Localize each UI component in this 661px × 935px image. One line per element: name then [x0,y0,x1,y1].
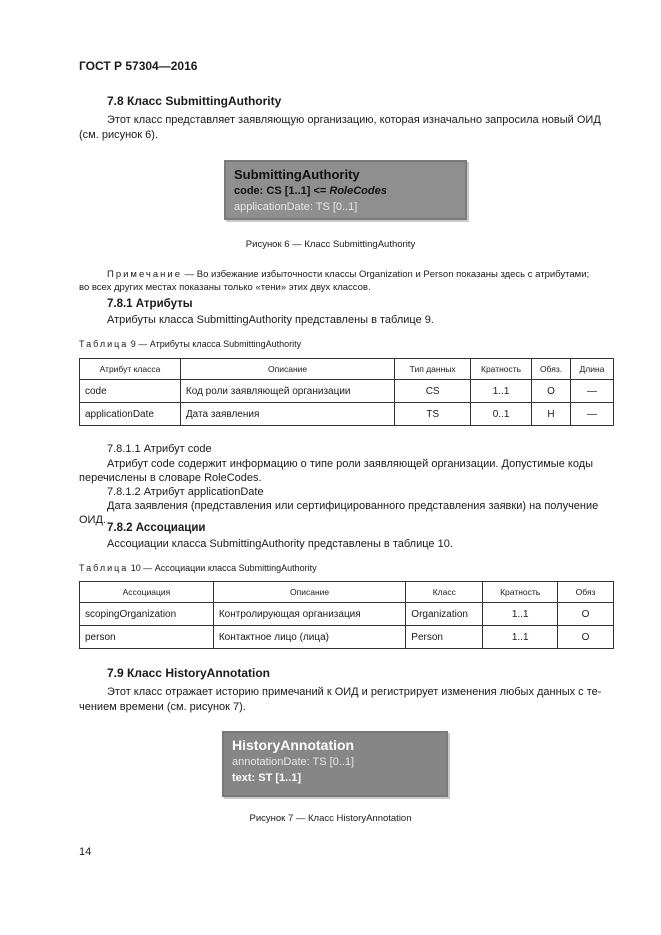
uml-class-name: HistoryAnnotation [232,737,355,753]
page-number: 14 [79,846,92,858]
section-7-8-2-heading: 7.8.2 Ассоциации [107,522,206,534]
table-cell: Контактное лицо (лица) [213,626,405,649]
section-7-8-1-1-heading: 7.8.1.1 Атрибут code [107,443,212,455]
table-header-cell: Обяз [558,582,614,603]
uml-attribute-text: text: ST [1..1] [232,772,302,784]
section-7-8-1-heading: 7.8.1 Атрибуты [107,298,193,310]
table-cell: 1..1 [483,626,558,649]
table-9-caption [79,339,301,349]
table-9-label: Таблица [79,339,129,349]
table-cell: — [571,403,614,426]
section-7-8-para-line2: (см. рисунок 6). [79,129,158,141]
table-cell: О [558,603,614,626]
table-header-cell: Описание [180,359,394,380]
table-9-title: 9 — Атрибуты класса SubmittingAuthority [128,339,302,349]
table-cell: 1..1 [483,603,558,626]
table-cell: — [571,380,614,403]
table-10-title: 10 — Ассоциации класса SubmittingAuthority [128,563,317,573]
section-7-8-heading: 7.8 Класс SubmittingAuthority [107,94,282,108]
table-header-row [80,359,614,380]
table-header-cell: Класс [406,582,483,603]
table-cell: Код роли заявляющей организации [180,380,394,403]
section-7-8-1-2-para-line1: Дата заявления (представления или сертифицированного представления заявки) на получение [107,500,599,512]
table-cell: CS [395,380,471,403]
uml-attribute-code-ref: RoleCodes [329,185,387,197]
section-7-8-1-2-heading: 7.8.1.2 Атрибут applicationDate [107,486,264,498]
section-7-9-para-line1: Этот класс отражает историю примечаний к ОИД и регистрирует изменения любых данных с те- [107,686,602,698]
section-7-9-para-line2: чением времени (см. рисунок 7). [79,701,246,713]
table-header-cell: Кратность [483,582,558,603]
figure-6-caption: Рисунок 6 — Класс SubmittingAuthority [245,239,416,250]
uml-attribute-code [234,183,457,199]
table-header-cell: Кратность [471,359,532,380]
section-7-8-1-para: Атрибуты класса SubmittingAuthority представлены в таблице 9. [107,314,434,326]
table-cell: О [558,626,614,649]
table-row [80,403,614,426]
table-cell: person [80,626,214,649]
table-cell: scopingOrganization [80,603,214,626]
uml-attribute-annotation-date: annotationDate: TS [0..1] [232,756,355,768]
uml-attribute-code-text: code: CS [1..1] <= [234,185,330,197]
table-row [80,626,614,649]
note-text: — Во избежание избыточности классы Organization и Person показаны здесь с атрибутами; [182,269,590,280]
note-label: Примечание [107,269,182,280]
section-7-8-1-1-para-line1: Атрибут code содержит информацию о типе роли заявляющей организации. Допустимые коды [107,458,594,470]
table-cell: Н [532,403,571,426]
table-10 [79,581,614,649]
table-cell: applicationDate [80,403,181,426]
table-cell: 0..1 [471,403,532,426]
table-header-cell: Описание [213,582,405,603]
table-10-caption [79,563,317,573]
table-row [80,380,614,403]
table-header-cell: Ассоциация [80,582,214,603]
section-7-8-2-para: Ассоциации класса SubmittingAuthority представлены в таблице 10. [107,538,453,550]
table-9 [79,358,614,426]
table-cell: Organization [406,603,483,626]
table-cell: Person [406,626,483,649]
uml-class-name: SubmittingAuthority [234,167,360,182]
table-header-cell: Атрибут класса [80,359,181,380]
table-cell: code [80,380,181,403]
section-7-9-heading: 7.9 Класс HistoryAnnotation [107,666,270,680]
table-header-cell: Тип данных [395,359,471,380]
table-header-row [80,582,614,603]
uml-attribute-application-date: applicationDate: TS [0..1] [234,201,358,213]
section-7-8-1-2-para-line2: ОИД. [79,514,106,526]
document-header: ГОСТ Р 57304—2016 [79,59,198,73]
section-7-8-1-1-para-line2: перечислены в словаре RoleCodes. [79,472,262,484]
table-10-label: Таблица [79,563,129,573]
table-cell: О [532,380,571,403]
table-header-cell: Обяз. [532,359,571,380]
table-cell: TS [395,403,471,426]
uml-class-submitting-authority [224,160,467,220]
uml-class-history-annotation [222,731,448,797]
section-7-8-para-line1: Этот класс представляет заявляющую организацию, которая изначально запросила новый ОИД [107,114,601,126]
figure-7-caption: Рисунок 7 — Класс HistoryAnnotation [249,813,412,824]
table-header-cell: Длина [571,359,614,380]
table-cell: Контролирующая организация [213,603,405,626]
note-line2: во всех других местах показаны только «тени» этих двух классов. [79,282,371,293]
table-cell: Дата заявления [180,403,394,426]
table-cell: 1..1 [471,380,532,403]
note-line1 [107,268,589,281]
table-row [80,603,614,626]
